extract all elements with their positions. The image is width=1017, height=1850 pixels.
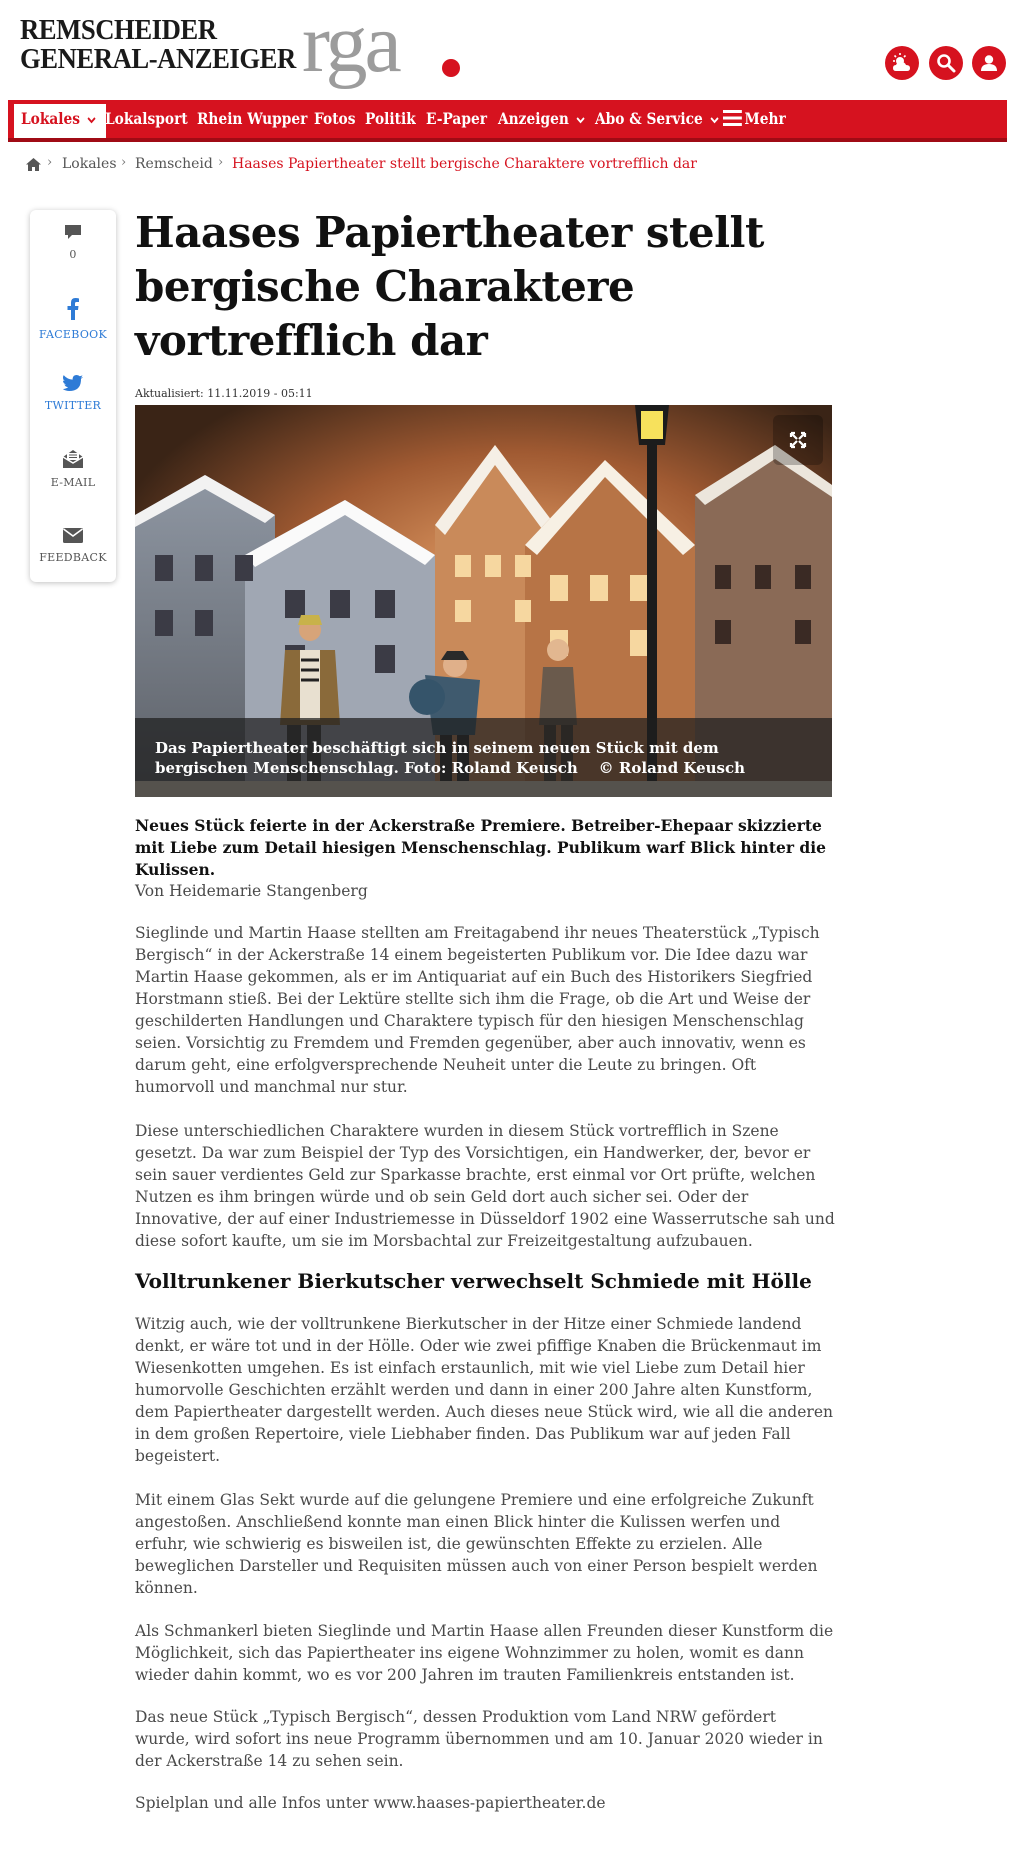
nav-item-rhein-wupper[interactable]: Rhein Wupper [197,109,308,128]
article-paragraph: Als Schmankerl bieten Sieglinde und Martin Haase allen Freunden dieser Kunstform die Möglichkeit, sich das Papiertheater ins eigene Wohnzimmer zu holen, womit es dann wieder dahin kommt, wo es vor 200 Jahren im trauten Familienkreis entstanden ist. [135,1622,834,1684]
nav-item-epaper[interactable]: E-Paper [426,109,487,128]
article-paragraph: Das neue Stück „Typisch Bergisch“, dessen Produktion vom Land NRW gefördert wurde, wird sofort ins neue Programm übernommen und am 10. Januar 2020 wieder in der Ackerstraße 14 zu sehen sein. [135,1708,823,1770]
envelope-icon [63,528,83,543]
article-paragraph: Diese unterschiedlichen Charaktere wurden in diesem Stück vortrefflich in Szene gesetzt. Da war zum Beispiel der Typ des Vorsichtigen, ein Handwerker, der, bevor er sein sauer verdientes Geld zur Sparkasse brachte, erst einmal vor Ort prüfte, welchen Nutzen es ihm bringen würde und ob sein Geld dort auch sicher sei. Oder der Innovative, der auf einer Industriemesse in Düsseldorf 1902 eine Wasserrutsche sah und diese sofort kaufte, um sie im Morsbachtal zur Freizeitgestaltung aufzubauen. [135,1122,835,1250]
breadcrumb-remscheid[interactable]: Remscheid [135,156,213,172]
twitter-icon [63,375,83,391]
nav-item-lokales[interactable]: Lokales [21,100,96,138]
breadcrumb-separator: › [218,155,224,170]
share-facebook-button[interactable]: FACEBOOK [30,298,116,341]
article-author: Von Heidemarie Stangenberg [135,882,368,900]
nav-item-fotos[interactable]: Fotos [314,109,356,128]
comment-count: 0 [69,248,77,261]
breadcrumb-separator: › [121,155,127,170]
nav-item-abo-service[interactable]: Abo & Service [595,100,719,138]
nav-item-anzeigen[interactable]: Anzeigen [498,100,585,138]
article-paragraph: Witzig auch, wie der volltrunkene Bierkutscher in der Hitze einer Schmiede landend denkt, er wäre tot und in der Hölle. Oder wie zwei pfiffige Knaben die Brückenmaut im Wiesenkotten umgehen. Es ist einfach erstaunlich, mit wie viel Liebe zum Detail hier humorvolle Geschichten erzählt werden und dann in einer 200 Jahre alten Kunstform, dem Papiertheater dargestellt werden. Auch dieses neue Stück wird, wie all die anderen in dem großen Repertoire, viele Liebhaber finden. Das Publikum war auf jeden Fall begeistert. [135,1315,833,1465]
email-icon [62,450,84,468]
share-sidebar [30,210,116,582]
breadcrumb-current: Haases Papiertheater stellt bergische Charaktere vortrefflich dar [232,156,697,172]
nav-item-mehr[interactable]: Mehr [723,100,786,138]
main-nav [8,100,1007,142]
chevron-down-icon [87,116,96,124]
article-paragraph: Spielplan und alle Infos unter www.haases-papiertheater.de [135,1794,606,1812]
comments-button[interactable] [30,224,116,261]
expand-image-button[interactable] [773,415,823,465]
article-hero-image[interactable] [135,405,832,797]
article-title: Haases Papiertheater stellt bergische Charaktere vortrefflich dar [135,208,764,365]
share-email-button[interactable]: E-MAIL [30,450,116,489]
article-paragraph: Mit einem Glas Sekt wurde auf die gelungene Premiere und eine erfolgreiche Zukunft angestoßen. Anschließend konnte man einen Blick hinter die Kulissen werfen und erfuhr, wie schwierig es bisweilen ist, die gewünschten Effekte zu erzielen. Alle beweglichen Darsteller und Requisiten müssen auch von einer Person bespielt werden können. [135,1491,818,1597]
logo-wordmark: REMSCHEIDER GENERAL-ANZEIGER [20,14,296,75]
feedback-button[interactable]: FEEDBACK [30,528,116,564]
article-paragraph: Sieglinde und Martin Haase stellten am Freitagabend ihr neues Theaterstück „Typisch Bergisch“ in der Ackerstraße 14 einem begeisterten Publikum vor. Die Idee dazu war Martin Haase gekommen, als er im Antiquariat auf ein Buch des Historikers Siegfried Horstmann stieß. Bei der Lektüre stellte sich ihm die Frage, ob die Art und Weise der geschilderten Handlungen und Charaktere typisch für den hiesigen Menschenschlag seien. Vorsichtig zu Fremdem und Fremden gegenüber, aber auch innovativ, wenn es darum geht, eine erfolgversprechende Neuheit unter die Leute zu bringen. Oft humorvoll und manchmal nur stur. [135,924,820,1096]
chevron-down-icon [710,116,719,124]
comment-icon [64,224,82,240]
home-icon[interactable] [26,156,41,175]
logo-rga: rga [302,0,399,90]
breadcrumb-separator: › [47,155,53,170]
weather-icon[interactable] [885,46,919,80]
article-subheading: Volltrunkener Bierkutscher verwechselt Schmiede mit Hölle [135,1269,812,1293]
breadcrumb-lokales[interactable]: Lokales [62,156,117,172]
nav-item-politik[interactable]: Politik [365,109,416,128]
user-icon[interactable] [972,46,1006,80]
facebook-icon [67,298,79,320]
article-lead: Neues Stück feierte in der Ackerstraße Premiere. Betreiber-Ehepaar skizzierte mit Liebe zum Detail hiesigen Menschenschlag. Publikum warf Blick hinter die Kulissen. [135,816,826,879]
share-twitter-button[interactable]: TWITTER [30,375,116,412]
chevron-down-icon [576,116,585,124]
expand-icon [773,415,823,465]
article-updated: Aktualisiert: 11.11.2019 - 05:11 [135,387,313,400]
image-caption: Das Papiertheater beschäftigt sich in seinem neuen Stück mit dem bergischen Menschenschlag. Foto: Roland Keusch © Roland Keusch [155,739,746,777]
image-credit: © Roland Keusch [598,759,746,777]
menu-icon [723,109,742,127]
logo-dot [442,59,460,77]
search-icon[interactable] [929,46,963,80]
nav-item-lokalsport[interactable]: Lokalsport [105,109,188,128]
